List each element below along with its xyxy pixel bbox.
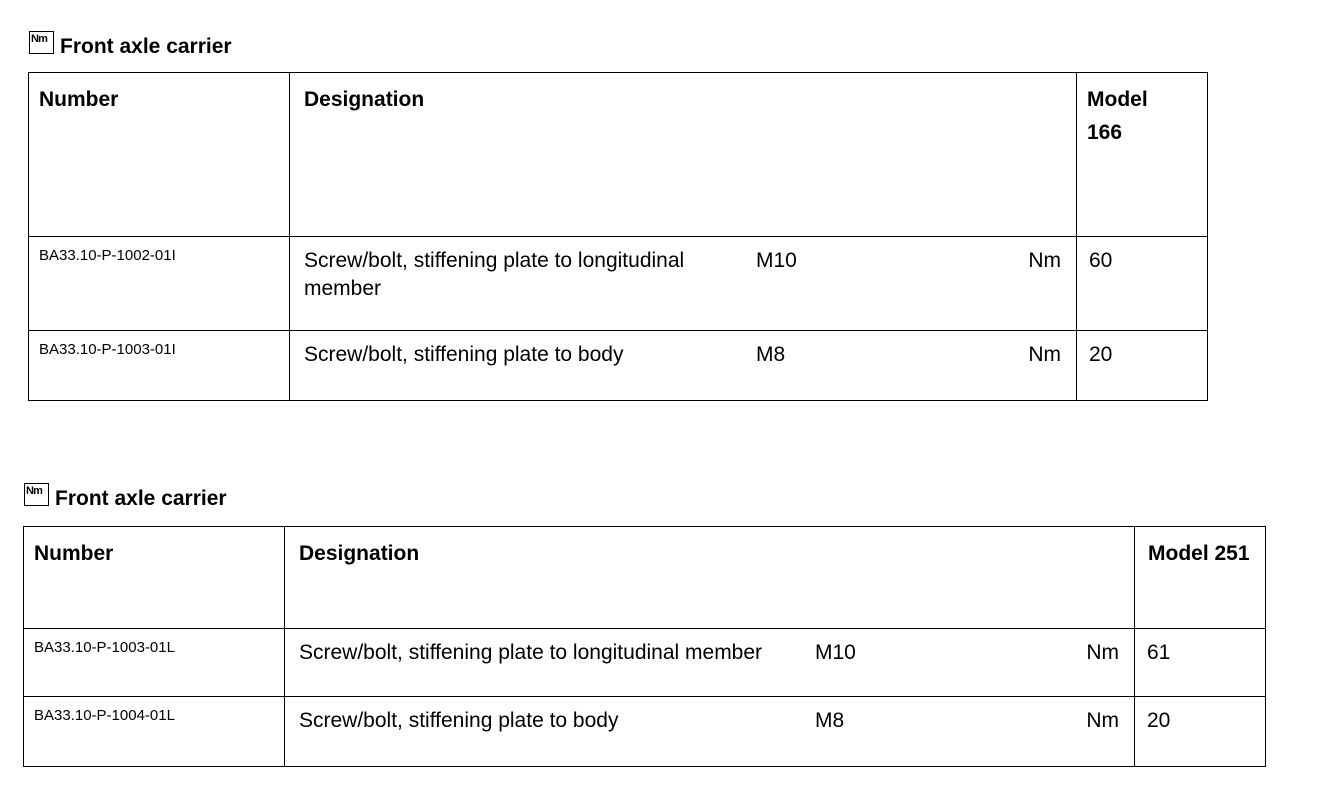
part-number: BA33.10-P-1003-01L: [24, 629, 285, 697]
torque-nm-icon: Nm: [29, 31, 54, 54]
thread-size: M8: [815, 709, 845, 732]
header-designation: Designation: [290, 73, 1077, 237]
section-heading: [29, 30, 232, 58]
thread-size: M8: [756, 343, 786, 366]
designation-cell: [285, 697, 1135, 767]
torque-value: 60: [1077, 237, 1208, 331]
torque-value: 20: [1135, 697, 1266, 767]
header-number: Number: [29, 73, 290, 237]
table-row: [29, 237, 1208, 331]
part-number: BA33.10-P-1003-01I: [29, 331, 290, 401]
designation-cell: [290, 237, 1077, 331]
table-row: [24, 697, 1266, 767]
designation-text: Screw/bolt, stiffening plate to body: [304, 343, 624, 366]
torque-unit: Nm: [1086, 641, 1119, 664]
header-model: Model 166: [1077, 73, 1208, 237]
designation-cell: [285, 629, 1135, 697]
designation-text: Screw/bolt, stiffening plate to longitudinal member: [304, 249, 685, 300]
torque-value: 61: [1135, 629, 1266, 697]
section-title: Front axle carrier: [55, 487, 227, 510]
section-heading: [24, 482, 227, 510]
torque-unit: Nm: [1028, 249, 1061, 272]
part-number: BA33.10-P-1002-01I: [29, 237, 290, 331]
torque-unit: Nm: [1028, 343, 1061, 366]
section-title: Front axle carrier: [60, 35, 232, 58]
thread-size: M10: [756, 249, 797, 272]
designation-text: Screw/bolt, stiffening plate to longitudinal member: [299, 641, 763, 664]
designation-cell: [290, 331, 1077, 401]
header-model: Model 251: [1135, 527, 1266, 629]
table-header-row: [24, 527, 1266, 629]
table-header-row: [29, 73, 1208, 237]
thread-size: M10: [815, 641, 856, 664]
table-row: [29, 331, 1208, 401]
torque-spec-table: [23, 526, 1266, 767]
designation-text: Screw/bolt, stiffening plate to body: [299, 709, 619, 732]
part-number: BA33.10-P-1004-01L: [24, 697, 285, 767]
table-row: [24, 629, 1266, 697]
torque-unit: Nm: [1086, 709, 1119, 732]
header-designation: Designation: [285, 527, 1135, 629]
torque-value: 20: [1077, 331, 1208, 401]
torque-spec-table: [28, 72, 1208, 401]
torque-nm-icon: Nm: [24, 483, 49, 506]
header-number: Number: [24, 527, 285, 629]
